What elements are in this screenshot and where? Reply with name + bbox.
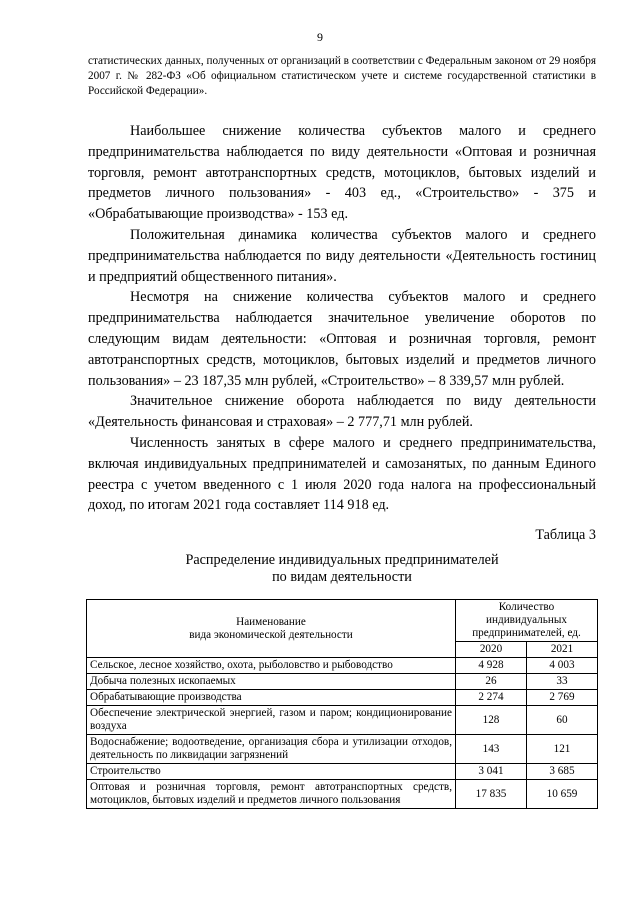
header-year-2020: 2020 bbox=[456, 642, 527, 658]
row-activity-name: Водоснабжение; водоотведение, организация сбора и утилизации отходов, деятельность по ликвидации загрязнений bbox=[87, 735, 456, 764]
row-value-2021: 10 659 bbox=[527, 780, 598, 809]
row-value-2021: 33 bbox=[527, 674, 598, 690]
table-title bbox=[88, 552, 596, 586]
footnote-text: статистических данных, полученных от организаций в соответствии с Федеральным законом от 29 ноября 2007 г. № 282-ФЗ «Об официальном статистическом учете и системе государственной статистики в Российской Федерации». bbox=[88, 55, 596, 97]
table-title-line: по видам деятельности bbox=[272, 569, 412, 585]
row-value-2020: 128 bbox=[456, 706, 527, 735]
row-activity-name: Обрабатывающие производства bbox=[87, 690, 456, 706]
table-row bbox=[87, 735, 598, 764]
row-value-2021: 2 769 bbox=[527, 690, 598, 706]
header-count: Количество индивидуальных предпринимателей, ед. bbox=[456, 600, 598, 642]
row-activity-name: Обеспечение электрической энергией, газом и паром; кондиционирование воздуха bbox=[87, 706, 456, 735]
row-value-2021: 121 bbox=[527, 735, 598, 764]
table-row bbox=[87, 706, 598, 735]
row-activity-name: Строительство bbox=[87, 764, 456, 780]
ip-distribution-table bbox=[86, 599, 598, 809]
table-row bbox=[87, 780, 598, 809]
row-value-2021: 3 685 bbox=[527, 764, 598, 780]
row-activity-name: Добыча полезных ископаемых bbox=[87, 674, 456, 690]
table-row bbox=[87, 690, 598, 706]
table-title-line: Распределение индивидуальных предпринимателей bbox=[185, 552, 499, 568]
row-value-2021: 4 003 bbox=[527, 658, 598, 674]
page-number: 9 bbox=[317, 30, 323, 44]
row-activity-name: Оптовая и розничная торговля, ремонт автотранспортных средств, мотоциклов, бытовых изделий и предметов личного пользования bbox=[87, 780, 456, 809]
row-value-2020: 2 274 bbox=[456, 690, 527, 706]
row-value-2020: 4 928 bbox=[456, 658, 527, 674]
paragraph: Наибольшее снижение количества субъектов малого и среднего предпринимательства наблюдается по виду деятельности «Оптовая и розничная торговля, ремонт автотранспортных средств, мотоциклов, бытовых изделий и предметов личного пользования» - 403 ед., «Строительство» - 375 и «Обрабатывающие производства» - 153 ед. bbox=[88, 123, 596, 223]
row-value-2020: 26 bbox=[456, 674, 527, 690]
table-number: Таблица 3 bbox=[535, 527, 596, 543]
row-value-2021: 60 bbox=[527, 706, 598, 735]
row-value-2020: 3 041 bbox=[456, 764, 527, 780]
paragraph: Значительное снижение оборота наблюдается по виду деятельности «Деятельность финансовая и страховая» – 2 777,71 млн рублей. bbox=[88, 393, 596, 431]
header-activity-name bbox=[87, 600, 456, 658]
paragraph: Положительная динамика количества субъектов малого и среднего предпринимательства наблюдается по виду деятельности «Деятельность гостиниц и предприятий общественного питания». bbox=[88, 226, 596, 285]
paragraph: Несмотря на снижение количества субъектов малого и среднего предпринимательства наблюдается значительное увеличение оборотов по следующим видам деятельности: «Оптовая и розничная торговля, ремонт автотранспортных средств, мотоциклов, бытовых изделий и предметов личного пользования» – 23 187,35 млн рублей, «Строительство» – 8 339,57 млн рублей. bbox=[88, 289, 596, 389]
row-value-2020: 17 835 bbox=[456, 780, 527, 809]
table-row bbox=[87, 764, 598, 780]
paragraph: Численность занятых в сфере малого и среднего предпринимательства, включая индивидуальных предпринимателей и самозанятых, по данным Единого реестра с учетом введенного с 1 июля 2020 года налога на профессиональный доход, по итогам 2021 года составляет 114 918 ед. bbox=[88, 434, 596, 514]
table-row bbox=[87, 658, 598, 674]
row-activity-name: Сельское, лесное хозяйство, охота, рыболовство и рыбоводство bbox=[87, 658, 456, 674]
header-name-line: вида экономической деятельности bbox=[189, 628, 353, 641]
table-header-row bbox=[87, 600, 598, 642]
body-text bbox=[88, 121, 596, 516]
header-name-line: Наименование bbox=[236, 615, 306, 628]
header-year-2021: 2021 bbox=[527, 642, 598, 658]
table-row bbox=[87, 674, 598, 690]
row-value-2020: 143 bbox=[456, 735, 527, 764]
